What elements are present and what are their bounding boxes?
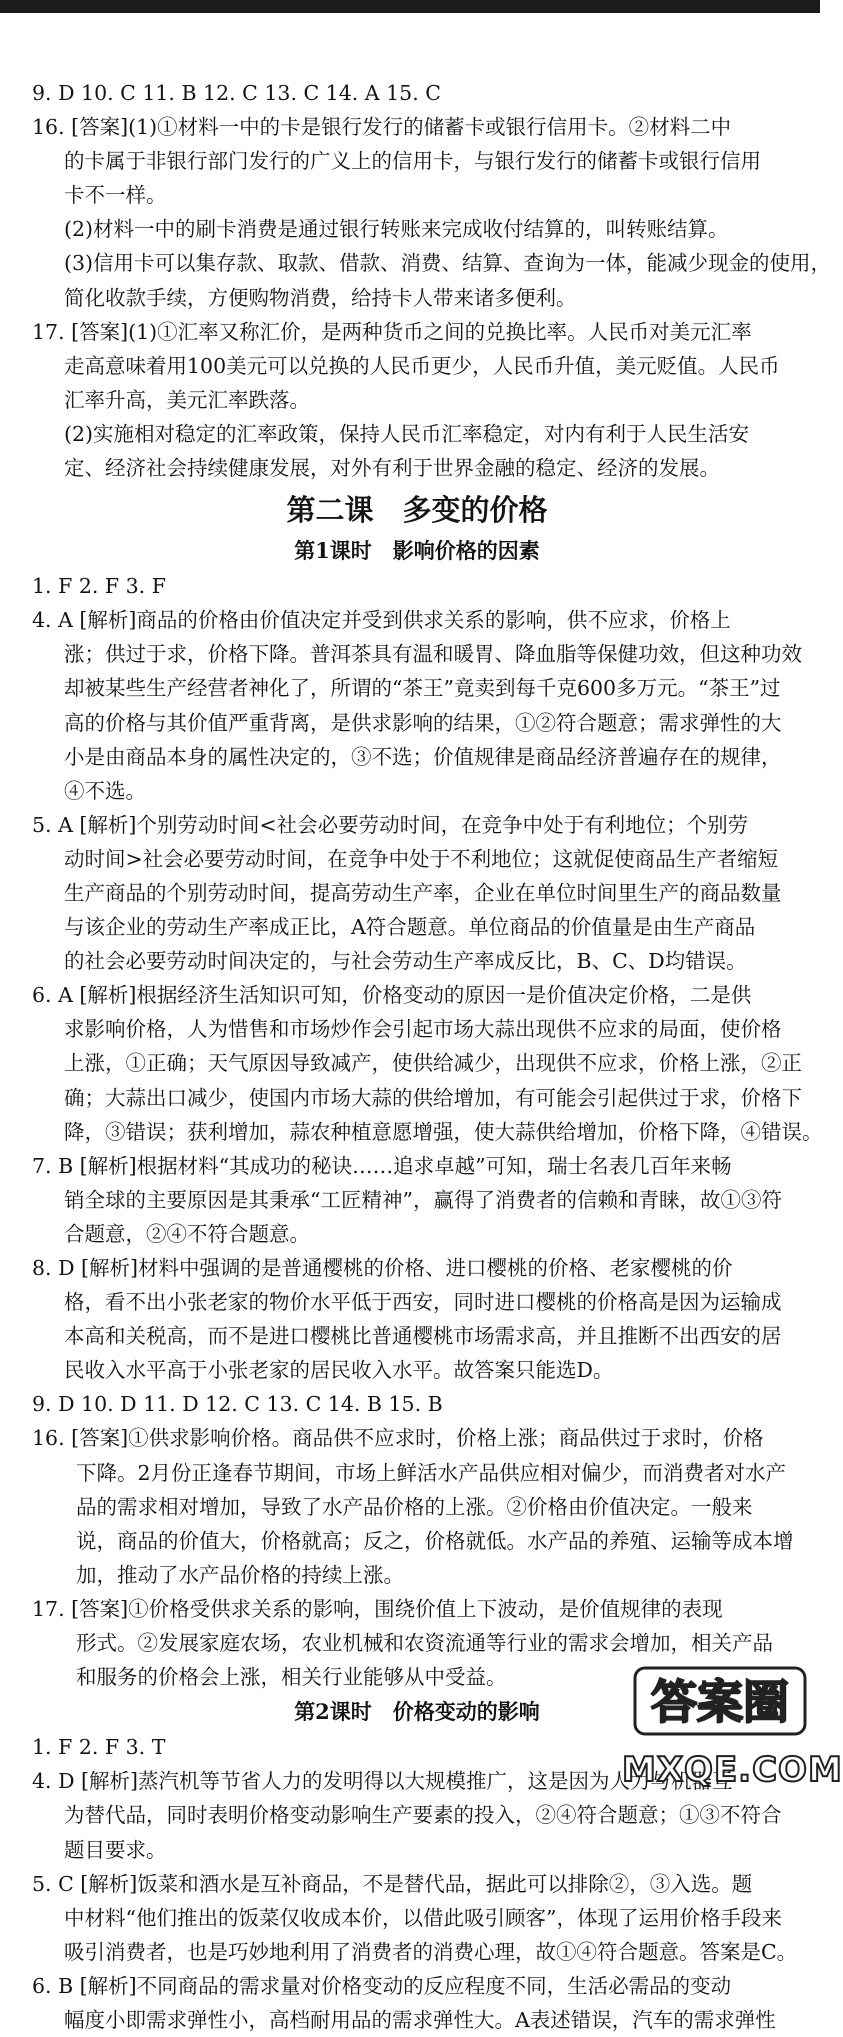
- text-line: 格，看不出小张老家的物价水平低于西安，同时进口樱桃的价格高是因为运输成: [64, 1290, 782, 1315]
- text-line: 销全球的主要原因是其秉承“工匠精神”，赢得了消费者的信赖和青睐，故①③符: [64, 1187, 782, 1212]
- section-heading: 第1课时 影响价格的因素: [294, 538, 540, 564]
- text-line: 涨；供过于求，价格下降。普洱茶具有温和暖胃、降血脂等保健功效，但这种功效: [64, 642, 802, 667]
- text-line: 形式。②发展家庭农场，农业机械和农资流通等行业的需求会增加，相关产品: [76, 1631, 773, 1656]
- text-line: 5. C [解析]饭菜和酒水是互补商品，不是替代品，据此可以排除②，③入选。题: [32, 1871, 753, 1896]
- text-line: 民收入水平高于小张老家的居民收入水平。故答案只能选D。: [64, 1358, 614, 1383]
- text-line: 品的需求相对增加，导致了水产品价格的上涨。②价格由价值决定。一般来: [76, 1494, 753, 1519]
- text-line: 5. A [解析]个别劳动时间<社会必要劳动时间，在竞争中处于有利地位；个别劳: [32, 812, 749, 837]
- text-line: (2)实施相对稳定的汇率政策，保持人民币汇率稳定，对内有利于人民生活安: [64, 421, 750, 446]
- text-line: 1. F 2. F 3. F: [32, 574, 166, 599]
- text-line: 和服务的价格会上涨，相关行业能够从中受益。: [76, 1665, 507, 1690]
- text-line: 为替代品，同时表明价格变动影响生产要素的投入，②④符合题意；①③不符合: [64, 1803, 782, 1828]
- text-line: 与该企业的劳动生产率成正比，A符合题意。单位商品的价值量是由生产商品: [64, 915, 756, 940]
- text-line: 动时间>社会必要劳动时间，在竞争中处于不利地位；这就促使商品生产者缩短: [64, 846, 779, 871]
- text-line: 16. [答案]①供求影响价格。商品供不应求时，价格上涨；商品供过于求时，价格: [32, 1426, 764, 1451]
- text-line: 4. A [解析]商品的价格由价值决定并受到供求关系的影响，供不应求，价格上: [32, 608, 731, 633]
- text-line: (3)信用卡可以集存款、取款、借款、消费、结算、查询为一体，能减少现金的使用，: [64, 251, 832, 276]
- text-line: 卡不一样。: [64, 183, 167, 208]
- text-line: 降，③错误；获利增加，蒜农种植意愿增强，使大蒜供给增加，价格下降，④错误。: [64, 1119, 823, 1144]
- text-line: 确；大蒜出口减少，使国内市场大蒜的供给增加，有可能会引起供过于求，价格下: [64, 1085, 802, 1110]
- watermark-logo: [622, 1662, 843, 1794]
- section-heading: 第2课时 价格变动的影响: [294, 1699, 540, 1725]
- text-line: 小是由商品本身的属性决定的，③不选；价值规律是商品经济普遍存在的规律，: [64, 744, 782, 769]
- text-line: 简化收款手续，方便购物消费，给持卡人带来诸多便利。: [64, 285, 577, 310]
- top-scan-edge: [0, 0, 820, 13]
- text-line: 16. [答案](1)①材料一中的卡是银行发行的储蓄卡或银行信用卡。②材料二中: [32, 115, 732, 140]
- text-line: 高的价格与其价值严重背离，是供求影响的结果，①②符合题意；需求弹性的大: [64, 710, 782, 735]
- text-line: 6. B [解析]不同商品的需求量对价格变动的反应程度不同，生活必需品的变动: [32, 1973, 732, 1998]
- text-line: 7. B [解析]根据材料“其成功的秘诀……追求卓越”可知，瑞士名表几百年来畅: [32, 1153, 732, 1178]
- watermark-site: MXQE.COM: [622, 1750, 843, 1790]
- text-line: 幅度小即需求弹性小，高档耐用品的需求弹性大。A表述错误，汽车的需求弹性: [64, 2007, 776, 2032]
- text-line: 求影响价格，人为惜售和市场炒作会引起市场大蒜出现供不应求的局面，使价格: [64, 1017, 782, 1042]
- text-line: 中材料“他们推出的饭菜仅收成本价，以借此吸引顾客”，体现了运用价格手段来: [64, 1905, 782, 1930]
- text-line: 的卡属于非银行部门发行的广义上的信用卡，与银行发行的储蓄卡或银行信用: [64, 149, 761, 174]
- text-line: 下降。2月份正逢春节期间，市场上鲜活水产品供应相对偏少，而消费者对水产: [76, 1460, 787, 1485]
- text-line: 6. A [解析]根据经济生活知识可知，价格变动的原因一是价值决定价格，二是供: [32, 983, 752, 1008]
- text-line: 说，商品的价值大，价格就高；反之，价格就低。水产品的养殖、运输等成本增: [76, 1528, 794, 1553]
- text-line: ④不选。: [64, 778, 146, 803]
- answer-circle-logo-icon: [632, 1662, 808, 1740]
- text-line: (2)材料一中的刷卡消费是通过银行转账来完成收付结算的，叫转账结算。: [64, 217, 729, 242]
- text-line: 4. D [解析]蒸汽机等节省人力的发明得以大规模推广，这是因为人力与机器互: [32, 1769, 733, 1794]
- text-line: 走高意味着用100美元可以兑换的人民币更少，人民币升值，美元贬值。人民币: [64, 353, 780, 378]
- text-line: 本高和关税高，而不是进口樱桃比普通樱桃市场需求高，并且推断不出西安的居: [64, 1324, 782, 1349]
- text-line: 却被某些生产经营者神化了，所谓的“茶王”竟卖到每千克600多万元。“茶王”过: [64, 676, 781, 701]
- lesson-title: 第二课 多变的价格: [286, 493, 548, 528]
- text-line: 8. D [解析]材料中强调的是普通樱桃的价格、进口樱桃的价格、老家樱桃的价: [32, 1256, 733, 1280]
- text-line: 1. F 2. F 3. T: [32, 1735, 166, 1760]
- text-line: 17. [答案]①价格受供求关系的影响，围绕价值上下波动，是价值规律的表现: [32, 1596, 723, 1621]
- text-line: 上涨，①正确；天气原因导致减产，使供给减少，出现供不应求，价格上涨，②正: [64, 1051, 802, 1076]
- text-line: 汇率升高，美元汇率跌落。: [64, 387, 310, 412]
- text-line: 吸引消费者，也是巧妙地利用了消费者的消费心理，故①④符合题意。答案是C。: [64, 1939, 798, 1964]
- text-line: 生产商品的个别劳动时间，提高劳动生产率，企业在单位时间里生产的商品数量: [64, 880, 782, 905]
- text-line: 的社会必要劳动时间决定的，与社会劳动生产率成反比，B、C、D均错误。: [64, 949, 747, 974]
- text-line: 17. [答案](1)①汇率又称汇价，是两种货币之间的兑换比率。人民币对美元汇率: [32, 319, 752, 344]
- text-line: 定、经济社会持续健康发展，对外有利于世界金融的稳定、经济的发展。: [64, 456, 720, 481]
- text-line: 题目要求。: [64, 1837, 167, 1862]
- svg-text:答案圈: 答案圈: [651, 1675, 789, 1729]
- text-line: 9. D 10. C 11. B 12. C 13. C 14. A 15. C: [32, 81, 441, 105]
- text-line: 9. D 10. D 11. D 12. C 13. C 14. B 15. B: [32, 1392, 443, 1417]
- text-line: 加，推动了水产品价格的持续上涨。: [76, 1562, 404, 1587]
- text-line: 合题意，②④不符合题意。: [64, 1221, 310, 1246]
